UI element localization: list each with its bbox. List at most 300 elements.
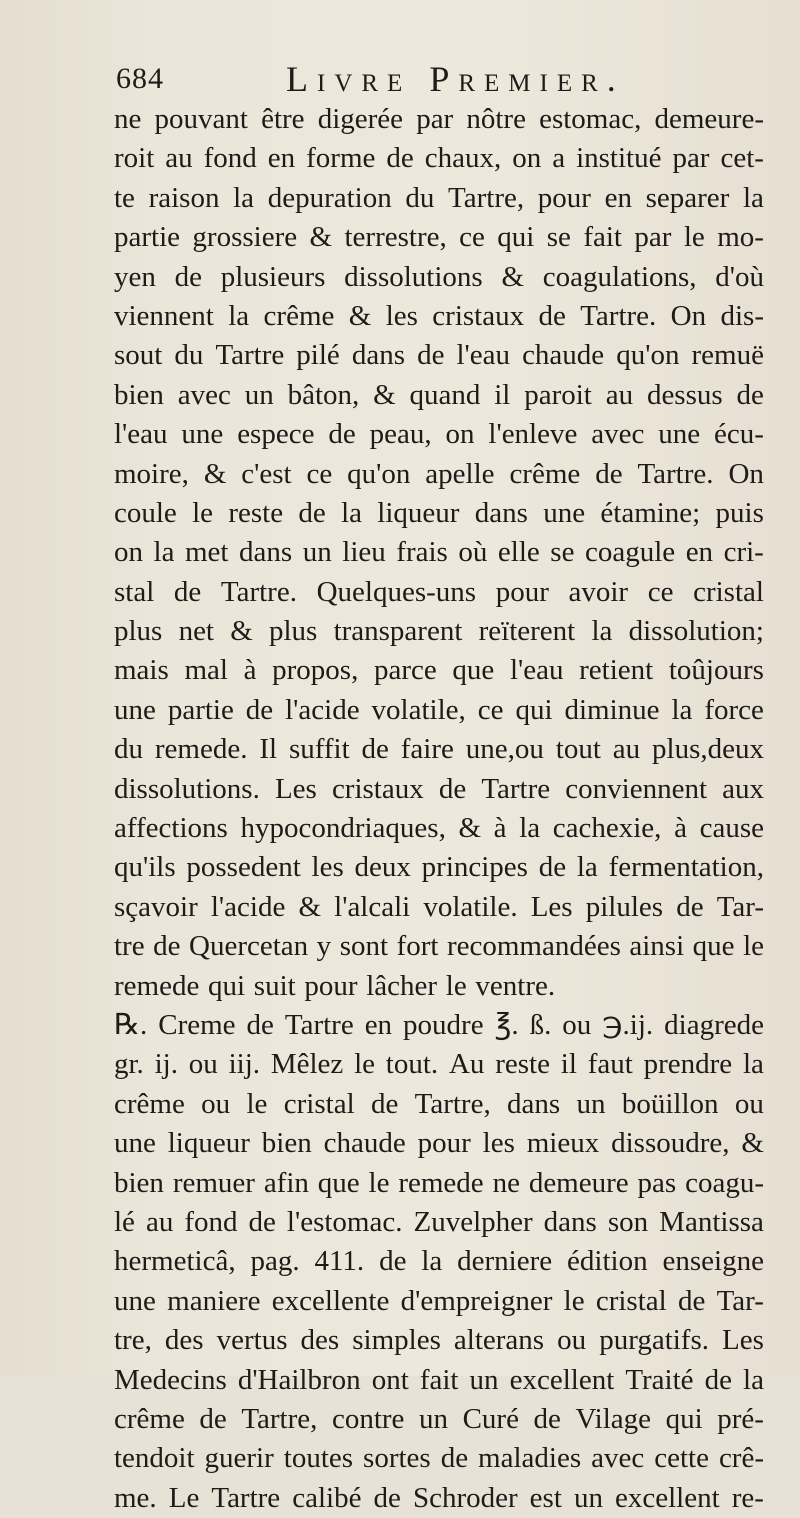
word: deux bbox=[354, 851, 411, 884]
word: une bbox=[114, 693, 156, 726]
text-line bbox=[114, 218, 764, 257]
word: boüillon bbox=[621, 1087, 719, 1120]
word: ce bbox=[477, 693, 504, 726]
word: alterans bbox=[453, 1324, 545, 1357]
word: la bbox=[233, 181, 255, 214]
word: chaude bbox=[323, 1127, 406, 1160]
word: remede bbox=[398, 1166, 484, 1199]
word: au bbox=[165, 142, 193, 175]
text-line bbox=[114, 1124, 764, 1163]
word: Tartre bbox=[211, 1481, 281, 1514]
word: Tartre. bbox=[637, 457, 714, 490]
word: coagulations, bbox=[542, 260, 697, 293]
word: ℥. bbox=[494, 1008, 519, 1041]
word: le bbox=[246, 1087, 268, 1120]
word: dissolutions bbox=[344, 260, 483, 293]
text-line bbox=[114, 179, 764, 218]
word: l'alcali bbox=[334, 890, 411, 923]
word: dessus bbox=[646, 378, 723, 411]
word: ce bbox=[459, 221, 485, 254]
word: net bbox=[178, 615, 214, 648]
word: nôtre bbox=[466, 103, 526, 135]
word: aux bbox=[722, 772, 764, 805]
word: terrestre, bbox=[344, 221, 447, 254]
text-line bbox=[114, 848, 764, 887]
word: que bbox=[452, 654, 495, 687]
word: excellent bbox=[509, 1363, 615, 1396]
word: affections bbox=[114, 812, 228, 845]
word: qui bbox=[515, 693, 553, 726]
word: fait bbox=[419, 1363, 459, 1396]
word: re- bbox=[731, 1481, 764, 1514]
word: mal bbox=[184, 654, 228, 687]
word: cet- bbox=[720, 142, 764, 175]
word: maladies bbox=[478, 1442, 582, 1475]
word: de bbox=[246, 1008, 274, 1041]
word: & bbox=[298, 890, 322, 923]
word: & bbox=[348, 299, 372, 332]
text-line bbox=[114, 139, 764, 178]
word: diagrede bbox=[664, 1008, 764, 1041]
word: crême bbox=[114, 1402, 185, 1435]
word: avoir bbox=[568, 575, 629, 608]
word: en bbox=[364, 1008, 393, 1041]
word: sortes bbox=[363, 1442, 431, 1475]
word: moire, bbox=[114, 457, 189, 490]
word: être bbox=[261, 103, 305, 135]
word: yen bbox=[114, 260, 156, 293]
word: le bbox=[743, 930, 764, 963]
word: lâcher bbox=[366, 969, 438, 1002]
word: enseigne bbox=[662, 1245, 764, 1278]
word: cachexie, bbox=[552, 812, 662, 845]
word: à bbox=[243, 654, 257, 687]
word: avec bbox=[591, 1442, 645, 1475]
word: met bbox=[185, 536, 229, 569]
word: volatile, bbox=[371, 693, 466, 726]
word: de bbox=[676, 890, 704, 923]
word: des bbox=[300, 1324, 340, 1357]
word: faire bbox=[400, 733, 454, 766]
word: de bbox=[173, 575, 202, 608]
word: l'acide bbox=[285, 693, 360, 726]
word: lé bbox=[114, 1205, 135, 1238]
word: hermeticâ, bbox=[114, 1245, 236, 1278]
word: Mêlez bbox=[270, 1048, 344, 1081]
word: Tartre, bbox=[241, 1402, 318, 1435]
text-line bbox=[114, 100, 764, 139]
text-line bbox=[114, 730, 764, 769]
word: ou bbox=[734, 1087, 764, 1120]
text-line bbox=[114, 967, 764, 1006]
word: fermentation, bbox=[608, 851, 764, 884]
word: le bbox=[192, 496, 214, 529]
word: reste bbox=[228, 496, 284, 529]
word: les bbox=[482, 1127, 515, 1160]
word: chaux, bbox=[424, 142, 502, 175]
word: de bbox=[595, 457, 623, 490]
word: sçavoir bbox=[114, 890, 198, 923]
word: cri- bbox=[723, 536, 764, 569]
word: le bbox=[368, 1166, 390, 1199]
text-line bbox=[114, 809, 764, 848]
word: mo- bbox=[717, 221, 764, 254]
word: d'Hailbron bbox=[237, 1363, 361, 1396]
word: les bbox=[311, 851, 344, 884]
text-line bbox=[114, 1361, 764, 1400]
word: écu- bbox=[714, 418, 764, 451]
word: la bbox=[743, 1363, 764, 1396]
word: iij. bbox=[228, 1048, 260, 1081]
word: suit bbox=[253, 969, 296, 1002]
word: de bbox=[704, 1363, 732, 1396]
word: cristaux bbox=[331, 772, 424, 805]
word: ß. bbox=[529, 1008, 552, 1041]
word: crême bbox=[114, 1087, 185, 1120]
word: dissoudre, bbox=[611, 1127, 730, 1160]
word: Les bbox=[530, 890, 573, 923]
word: un bbox=[244, 378, 274, 411]
text-line bbox=[114, 1282, 764, 1321]
word: qui bbox=[497, 221, 535, 254]
word: dissolutions. bbox=[114, 772, 260, 805]
word: toutes bbox=[283, 1442, 354, 1475]
word: & bbox=[458, 812, 482, 845]
word: la bbox=[591, 615, 613, 648]
word: remede bbox=[114, 969, 200, 1002]
word: remuer bbox=[172, 1166, 255, 1199]
word: ce bbox=[647, 575, 674, 608]
word: des bbox=[164, 1324, 204, 1357]
word: & bbox=[373, 378, 396, 411]
word: remuë bbox=[691, 339, 764, 372]
word: du bbox=[174, 339, 204, 372]
word: d'empreigner bbox=[400, 1284, 553, 1317]
word: Quercetan bbox=[189, 930, 309, 963]
word: ventre. bbox=[475, 969, 556, 1002]
text-line bbox=[114, 612, 764, 651]
word: en bbox=[604, 181, 632, 214]
word: ainsi bbox=[629, 930, 685, 963]
word: force bbox=[704, 693, 764, 726]
word: qu'on bbox=[347, 457, 411, 490]
word: ou bbox=[201, 1087, 231, 1120]
word: afin bbox=[263, 1166, 309, 1199]
word: mais bbox=[114, 654, 169, 687]
word: qui bbox=[208, 969, 246, 1002]
word: bien bbox=[114, 378, 164, 411]
word: dans bbox=[239, 536, 293, 569]
word: Tartre bbox=[215, 339, 285, 372]
word: coagu- bbox=[685, 1166, 764, 1199]
word: crême bbox=[263, 299, 335, 332]
word: guerir bbox=[204, 1442, 274, 1475]
word: quand bbox=[409, 378, 481, 411]
word: diminue bbox=[564, 693, 660, 726]
word: & bbox=[203, 457, 227, 490]
word: conviennent bbox=[565, 772, 707, 805]
word: simples bbox=[352, 1324, 441, 1357]
word: une bbox=[543, 496, 586, 529]
word: la bbox=[743, 181, 764, 214]
word: de bbox=[370, 1087, 399, 1120]
word: qui bbox=[665, 1402, 703, 1435]
word: le bbox=[563, 1284, 585, 1317]
word: maniere bbox=[167, 1284, 261, 1317]
text-line bbox=[114, 297, 764, 336]
word: de bbox=[538, 851, 567, 884]
word: cristaux bbox=[432, 299, 525, 332]
word: frais bbox=[396, 536, 448, 569]
word: par bbox=[416, 103, 454, 135]
word: Vilage bbox=[575, 1402, 651, 1435]
word: d'où bbox=[715, 260, 764, 293]
word: remede. bbox=[154, 733, 248, 766]
word: dis- bbox=[720, 299, 764, 332]
word: de bbox=[245, 693, 274, 726]
word: raison bbox=[148, 181, 220, 214]
text-line bbox=[114, 455, 764, 494]
word: édition bbox=[567, 1245, 648, 1278]
word: bien bbox=[114, 1166, 164, 1199]
word: digerée bbox=[317, 103, 404, 135]
word: l'eau bbox=[114, 418, 168, 451]
word: avec bbox=[591, 418, 645, 451]
word: separer bbox=[645, 181, 730, 214]
word: l'eau bbox=[509, 654, 564, 687]
text-line bbox=[114, 336, 764, 375]
word: le bbox=[354, 1048, 375, 1081]
word: de bbox=[386, 142, 414, 175]
word: Tartre bbox=[481, 772, 551, 805]
word: chaude bbox=[522, 339, 605, 372]
word: faut bbox=[587, 1048, 633, 1081]
word: pré- bbox=[717, 1402, 764, 1435]
text-line bbox=[114, 415, 764, 454]
word: le bbox=[445, 969, 467, 1002]
word: Creme bbox=[158, 1008, 236, 1041]
word: pouvant bbox=[154, 103, 248, 135]
word: purgatifs. bbox=[599, 1324, 709, 1357]
word: ℞. bbox=[114, 1008, 148, 1041]
word: possedent bbox=[186, 851, 301, 884]
word: pas bbox=[637, 1166, 677, 1199]
word: la bbox=[671, 693, 693, 726]
word: espece bbox=[237, 418, 315, 451]
word: c'est bbox=[241, 457, 292, 490]
text-line bbox=[114, 1439, 764, 1478]
word: sout bbox=[114, 339, 163, 372]
word: on bbox=[445, 418, 475, 451]
word: que bbox=[692, 930, 735, 963]
word: me. bbox=[114, 1481, 157, 1514]
word: excellente bbox=[271, 1284, 390, 1317]
word: de bbox=[199, 1402, 227, 1435]
word: cause bbox=[699, 812, 764, 845]
word: plus,deux bbox=[652, 733, 764, 766]
word: excellent bbox=[614, 1481, 720, 1514]
word: tendoit bbox=[114, 1442, 195, 1475]
word: Mantissa bbox=[659, 1205, 764, 1238]
word: qu'on bbox=[616, 339, 680, 372]
word: de bbox=[438, 772, 467, 805]
word: Au bbox=[448, 1048, 485, 1081]
word: fait bbox=[583, 221, 622, 254]
word: le bbox=[683, 221, 705, 254]
text-line bbox=[114, 1400, 764, 1439]
word: de bbox=[440, 1442, 469, 1475]
word: te bbox=[114, 181, 135, 214]
word: partie bbox=[167, 693, 234, 726]
word: sont bbox=[339, 930, 389, 963]
word: demeure bbox=[528, 1166, 629, 1199]
word: étamine; bbox=[600, 496, 701, 529]
running-head: Livre Premier. bbox=[286, 59, 625, 99]
word: recommandées bbox=[446, 930, 621, 963]
word: à bbox=[674, 812, 687, 845]
word: de bbox=[533, 1402, 561, 1435]
word: une bbox=[114, 1127, 156, 1160]
word: Curé bbox=[462, 1402, 519, 1435]
word: Tar- bbox=[716, 1284, 764, 1317]
word: reste bbox=[495, 1048, 550, 1081]
word: On bbox=[670, 299, 707, 332]
word: mieux bbox=[526, 1127, 600, 1160]
word: au bbox=[612, 733, 641, 766]
word: Tartre. bbox=[220, 575, 297, 608]
word: poudre bbox=[403, 1008, 484, 1041]
word: Les bbox=[274, 772, 317, 805]
word: plus bbox=[269, 615, 318, 648]
word: une,ou bbox=[465, 733, 544, 766]
word: gr. bbox=[114, 1048, 144, 1081]
word: puis bbox=[715, 496, 764, 529]
word: Schroder bbox=[412, 1481, 518, 1514]
text-line bbox=[114, 1203, 764, 1242]
word: de bbox=[373, 1481, 401, 1514]
word: Zuvelpher bbox=[413, 1205, 533, 1238]
word: ne bbox=[492, 1166, 520, 1199]
word: la bbox=[421, 1245, 443, 1278]
word: Tar- bbox=[716, 890, 764, 923]
word: bâton, bbox=[287, 378, 360, 411]
body-text bbox=[114, 100, 764, 1518]
text-line bbox=[114, 1164, 764, 1203]
word: un bbox=[576, 1087, 606, 1120]
page-number: 684 bbox=[116, 62, 164, 95]
word: forme bbox=[306, 142, 376, 175]
word: un bbox=[469, 1363, 499, 1396]
word: dans bbox=[351, 339, 406, 372]
word: y bbox=[316, 930, 332, 963]
word: bien bbox=[261, 1127, 312, 1160]
word: institué bbox=[576, 142, 662, 175]
word: ou bbox=[562, 1008, 592, 1041]
word: on bbox=[114, 536, 143, 569]
word: ℈.ij. bbox=[602, 1008, 654, 1041]
word: peau, bbox=[369, 418, 432, 451]
word: avec bbox=[177, 378, 231, 411]
word: par bbox=[634, 221, 672, 254]
text-line bbox=[114, 494, 764, 533]
word: lieu bbox=[342, 536, 386, 569]
word: se bbox=[550, 536, 575, 569]
word: de bbox=[379, 1245, 407, 1278]
word: pour bbox=[495, 575, 549, 608]
word: reïterent bbox=[478, 615, 576, 648]
word: Il bbox=[259, 733, 278, 766]
word: elle bbox=[497, 536, 540, 569]
word: est bbox=[529, 1481, 562, 1514]
word: ce bbox=[306, 457, 333, 490]
word: dans bbox=[507, 1087, 561, 1120]
text-line bbox=[114, 573, 764, 612]
word: viennent bbox=[114, 299, 214, 332]
word: de bbox=[328, 418, 356, 451]
word: de bbox=[736, 378, 764, 411]
word: dans bbox=[474, 496, 528, 529]
text-line bbox=[114, 1321, 764, 1360]
word: tout bbox=[555, 733, 601, 766]
word: la bbox=[228, 299, 250, 332]
word: pilé bbox=[296, 339, 340, 372]
word: retient bbox=[579, 654, 654, 687]
word: au bbox=[145, 1205, 174, 1238]
text-line bbox=[114, 770, 764, 809]
word: demeure- bbox=[654, 103, 764, 135]
word: On bbox=[728, 457, 764, 490]
word: la bbox=[576, 851, 598, 884]
word: fond bbox=[203, 142, 257, 175]
word: pour bbox=[537, 181, 591, 214]
word: l'eau bbox=[456, 339, 511, 372]
text-line bbox=[114, 376, 764, 415]
word: de bbox=[677, 1284, 706, 1317]
text-line bbox=[114, 888, 764, 927]
word: partie bbox=[114, 221, 181, 254]
word: l'estomac. bbox=[286, 1205, 403, 1238]
word: Tartre, bbox=[448, 181, 525, 214]
word: liqueur bbox=[167, 1127, 250, 1160]
word: ij. bbox=[154, 1048, 178, 1081]
word: que bbox=[317, 1166, 360, 1199]
word: Traité bbox=[625, 1363, 694, 1396]
word: transparent bbox=[333, 615, 463, 648]
word: stal bbox=[114, 575, 155, 608]
word: une bbox=[114, 1284, 156, 1317]
text-line bbox=[114, 533, 764, 572]
word: Medecins bbox=[114, 1363, 227, 1396]
text-line bbox=[114, 1085, 764, 1124]
word: & bbox=[741, 1127, 764, 1160]
word: contre bbox=[331, 1402, 405, 1435]
word: au bbox=[605, 378, 634, 411]
text-line bbox=[114, 651, 764, 690]
word: derniere bbox=[457, 1245, 553, 1278]
word: & bbox=[501, 260, 524, 293]
word: principes bbox=[421, 851, 528, 884]
word: de bbox=[153, 930, 181, 963]
text-line bbox=[114, 927, 764, 966]
word: & bbox=[309, 221, 333, 254]
word: 411. bbox=[314, 1245, 365, 1278]
word: de bbox=[417, 339, 445, 372]
text-line bbox=[114, 258, 764, 297]
word: la bbox=[341, 496, 362, 529]
word: ne bbox=[114, 103, 142, 135]
word: ont bbox=[371, 1363, 409, 1396]
word: de bbox=[298, 496, 326, 529]
